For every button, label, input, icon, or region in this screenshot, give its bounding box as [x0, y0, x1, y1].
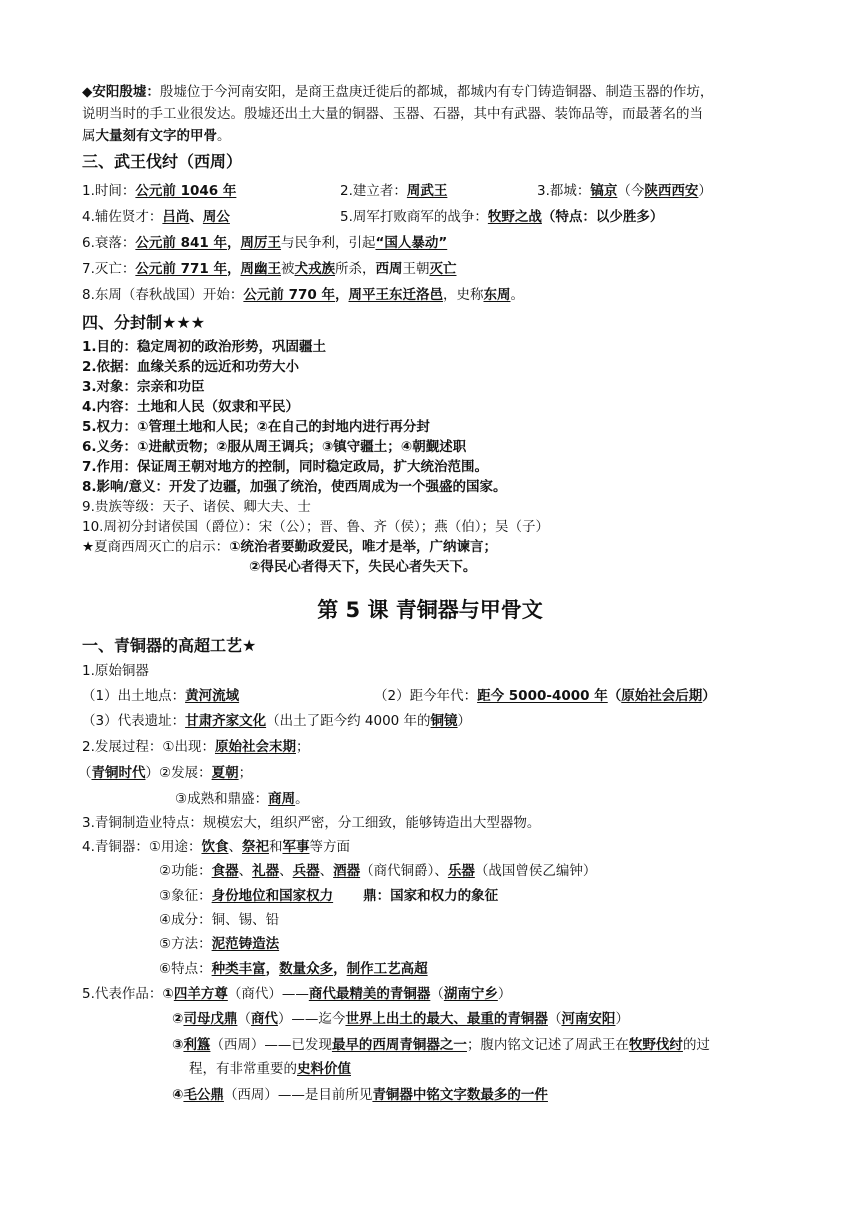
work-text: ）——迄今 — [277, 1011, 346, 1027]
founder-label: 2.建立者： — [340, 183, 407, 199]
development-row-2 — [78, 764, 252, 782]
bronze-method — [159, 935, 279, 953]
primitive-bronze: 1.原始铜器 — [82, 663, 149, 679]
lesson-5-title: 第 5 课 青铜器与甲骨文 — [317, 598, 543, 622]
fall-year: 公元前 771 年 — [135, 261, 227, 277]
peak-label: ③成熟和鼎盛： — [175, 791, 269, 807]
s3-fall — [82, 260, 456, 278]
work-3-cont — [189, 1060, 351, 1078]
work-4 — [172, 1086, 548, 1104]
work-3 — [172, 1036, 710, 1054]
punct: ， — [333, 961, 347, 977]
use-value: 军事 — [282, 839, 310, 855]
east-name: 东周 — [483, 287, 511, 303]
s3-east — [82, 286, 524, 304]
fall-text: 所杀， — [334, 261, 376, 277]
function-value: 兵器 — [292, 863, 320, 879]
trait-value: 数量众多 — [279, 961, 334, 977]
punct: ； — [295, 739, 310, 755]
primitive-row-2 — [82, 712, 471, 730]
decline-text: 与民争利，引起 — [280, 235, 376, 251]
function-value: 食器 — [211, 863, 239, 879]
bronze-composition: ④成分：铜、锡、铅 — [159, 912, 280, 928]
function-note: （战国曾侯乙编钟） — [474, 863, 597, 879]
work-2 — [172, 1010, 629, 1028]
uses-label: 4.青铜器：①用途： — [82, 839, 202, 855]
s3-row-2 — [82, 208, 782, 226]
war-value: 牧野之战 — [487, 209, 542, 225]
punct: ， — [334, 287, 349, 303]
feudal-item-7: 7.作用：保证周王朝对地方的控制，同时稳定政局，扩大统治范围。 — [82, 459, 489, 475]
anyang-line-2: 说明当时的手工业很发达。殷墟还出土大量的铜器、玉器、石器，其中有武器、装饰品等，而最著名的当 — [82, 106, 703, 122]
site-rep-note: （出土了距今约 4000 年的 — [266, 713, 431, 729]
fall-text: 王朝 — [402, 261, 430, 277]
anyang-text: 属 — [82, 128, 96, 144]
punct: 。 — [295, 791, 309, 807]
work-index: ① — [162, 986, 174, 1002]
mirror-value: 铜镜 — [430, 713, 458, 729]
function-value: 礼器 — [252, 863, 280, 879]
punct: 、 — [319, 863, 334, 879]
work-event: 牧野伐纣 — [628, 1037, 683, 1053]
work-index: ② — [172, 1011, 184, 1027]
s3-decline — [82, 234, 447, 252]
east-king: 周平王东迁洛邑 — [348, 287, 443, 303]
paren: ） — [702, 688, 716, 704]
paren: ） — [615, 1011, 629, 1027]
decline-event: “国人暴动” — [375, 235, 448, 251]
method-value: 泥范铸造法 — [211, 936, 280, 952]
anyang-text: 。 — [217, 128, 231, 144]
punct: 。 — [510, 287, 524, 303]
feudal-item-3: 3.对象：宗亲和功臣 — [82, 379, 205, 395]
age-label: （2）距今年代： — [374, 688, 478, 704]
use-text: 等方面 — [309, 839, 350, 855]
work-desc: 青铜器中铭文字数最多的一件 — [372, 1087, 548, 1103]
capital-label: 3.都城： — [537, 183, 591, 199]
oracle-bone-highlight: 大量刻有文字的甲骨 — [95, 128, 217, 144]
feudal-item-5: 5.权力：①管理土地和人民；②在自己的封地内进行再分封 — [82, 419, 430, 435]
method-label: ⑤方法： — [159, 936, 212, 952]
bronze-age: 青铜时代 — [91, 765, 146, 781]
paren: ） — [497, 986, 512, 1002]
capital-paren: ） — [698, 183, 712, 199]
paren: （ — [78, 765, 92, 781]
feudal-item-10: 10.周初分封诸侯国（爵位）：宋（公）；晋、鲁、齐（侯）；燕（伯）；吴（子） — [82, 519, 549, 535]
capital-modern: 陕西西安 — [644, 183, 699, 199]
fall-label: 7.灭亡： — [82, 261, 136, 277]
aide-value: 吕尚 — [162, 209, 190, 225]
work-name: 司母戊鼎 — [183, 1011, 238, 1027]
paren: （ — [547, 1011, 562, 1027]
development-row-3 — [175, 790, 309, 808]
punct: ， — [265, 961, 280, 977]
capital-field — [537, 182, 712, 200]
paren: （ — [607, 688, 622, 704]
age-period: 原始社会后期 — [621, 688, 703, 704]
decline-year: 公元前 841 年 — [135, 235, 227, 251]
xia-value: 夏朝 — [211, 765, 239, 781]
work-text: 程，有非常重要的 — [189, 1061, 297, 1077]
work-index: ③ — [172, 1037, 184, 1053]
feudal-item-1: 1.目的：稳定周初的政治形势，巩固疆土 — [82, 339, 327, 355]
lesson-point-2: ②得民心者得天下，失民心者失天下。 — [249, 559, 477, 575]
functions-label: ②功能： — [159, 863, 212, 879]
punct: 、 — [228, 839, 242, 855]
use-text: 和 — [268, 839, 283, 855]
bronze-section-heading: 一、青铜器的高超工艺★ — [82, 636, 257, 655]
development-label: 2.发展过程：①出现： — [82, 739, 215, 755]
work-value: 史料价值 — [297, 1061, 351, 1077]
anyang-line-3 — [82, 127, 231, 145]
fall-dynasty: 西周 — [375, 261, 403, 277]
work-era: （商代）—— — [227, 986, 309, 1002]
aide-sep: 、 — [189, 209, 203, 225]
use-value: 饮食 — [201, 839, 229, 855]
war-label: 5.周军打败商军的战争： — [340, 209, 488, 225]
time-value: 公元前 1046 年 — [135, 183, 237, 199]
lesson-line-1 — [82, 538, 497, 556]
bronze-functions — [159, 862, 596, 880]
decline-label: 6.衰落： — [82, 235, 136, 251]
lesson-label: ★夏商西周灭亡的启示： — [82, 539, 230, 555]
primitive-row-1 — [82, 687, 782, 705]
work-desc: 商代最精美的青铜器 — [308, 986, 431, 1002]
founder-value: 周武王 — [406, 183, 448, 199]
works-label: 5.代表作品： — [82, 986, 163, 1002]
punct: ， — [226, 261, 241, 277]
founder-field — [340, 182, 447, 200]
feudal-item-9: 9.贵族等级：天子、诸侯、卿大夫、士 — [82, 499, 311, 515]
capital-paren: （今 — [617, 183, 645, 199]
function-note: （商代铜爵）、 — [360, 863, 448, 879]
fall-end: 灭亡 — [429, 261, 457, 277]
site-label: （1）出土地点： — [82, 688, 186, 704]
paren: （ — [237, 1011, 251, 1027]
site-rep-label: （3）代表遗址： — [82, 713, 186, 729]
symbol-label: ③象征： — [159, 888, 212, 904]
east-label: 8.东周（春秋战国）开始： — [82, 287, 244, 303]
site-value: 黄河流域 — [185, 688, 240, 704]
traits-label: ⑥特点： — [159, 961, 212, 977]
work-era: （西周）——已发现 — [210, 1037, 332, 1053]
war-field — [340, 208, 663, 226]
punct: ， — [226, 235, 241, 251]
site-rep-value: 甘肃齐家文化 — [185, 713, 267, 729]
decline-king: 周厉王 — [240, 235, 281, 251]
work-era: 商代 — [250, 1011, 278, 1027]
punct: 、 — [238, 863, 253, 879]
age-value: 距今 5000-4000 年 — [477, 688, 608, 704]
s3-row-1 — [82, 182, 782, 200]
east-year: 公元前 770 年 — [243, 287, 335, 303]
war-note: （特点：以少胜多） — [541, 209, 664, 225]
paren: ） — [457, 713, 472, 729]
work-desc: 世界上出土的最大、最重的青铜器 — [345, 1011, 548, 1027]
symbol-value: 身份地位和国家权力 — [211, 888, 334, 904]
east-text: ，史称 — [442, 287, 484, 303]
work-text: ；腹内铭文记述了周武王在 — [466, 1037, 629, 1053]
punct: 、 — [279, 863, 293, 879]
time-label: 1.时间： — [82, 183, 136, 199]
fall-text: 被 — [280, 261, 295, 277]
trait-value: 种类丰富 — [211, 961, 266, 977]
function-value: 乐器 — [447, 863, 475, 879]
work-name: 毛公鼎 — [183, 1087, 224, 1103]
anyang-text: 殷墟位于今河南安阳，是商王盘庚迁徙后的都城，都城内有专门铸造铜器、制造玉器的作坊， — [159, 84, 714, 100]
bronze-uses — [82, 838, 350, 856]
bronze-symbol — [159, 887, 498, 905]
anyang-label: ◆安阳殷墟： — [82, 84, 160, 100]
development-label: ）②发展： — [145, 765, 212, 781]
peak-value: 商周 — [268, 791, 296, 807]
use-value: 祭祀 — [241, 839, 269, 855]
section-4-heading: 四、分封制★★★ — [82, 313, 206, 332]
fall-king: 周幽王 — [240, 261, 281, 277]
work-place: 河南安阳 — [561, 1011, 616, 1027]
aide-label: 4.辅佐贤才： — [82, 209, 163, 225]
work-text: 的过 — [682, 1037, 710, 1053]
feudal-item-2: 2.依据：血缘关系的远近和功劳大小 — [82, 359, 300, 375]
work-1 — [82, 985, 511, 1003]
capital-value: 镐京 — [590, 183, 618, 199]
fall-tribe: 犬戎族 — [294, 261, 335, 277]
paren: （ — [430, 986, 444, 1002]
work-desc: 最早的西周青铜器之一 — [331, 1037, 467, 1053]
feudal-item-4: 4.内容：土地和人民（奴隶和平民） — [82, 399, 300, 415]
function-value: 酒器 — [333, 863, 361, 879]
work-name: 利簋 — [183, 1037, 211, 1053]
ding-note: 鼎：国家和权力的象征 — [363, 888, 499, 904]
feudal-item-8: 8.影响/意义：开发了边疆，加强了统治，使西周成为一个强盛的国家。 — [82, 479, 507, 495]
work-name: 四羊方尊 — [173, 986, 228, 1002]
development-row-1 — [82, 738, 309, 756]
industry-features: 3.青铜制造业特点：规模宏大，组织严密，分工细致，能够铸造出大型器物。 — [82, 815, 541, 831]
bronze-traits — [159, 960, 428, 978]
trait-value: 制作工艺高超 — [346, 961, 428, 977]
lesson-point-1: ①统治者要勤政爱民，唯才是举，广纳谏言； — [229, 539, 498, 555]
anyang-line-1 — [82, 83, 713, 101]
work-era: （西周）——是目前所见 — [223, 1087, 373, 1103]
punct: ； — [238, 765, 253, 781]
age-field — [374, 687, 716, 705]
development-value: 原始社会末期 — [214, 739, 296, 755]
aide-value: 周公 — [202, 209, 230, 225]
work-index: ④ — [172, 1087, 184, 1103]
section-3-heading: 三、武王伐纣（西周） — [82, 152, 243, 171]
work-place: 湖南宁乡 — [443, 986, 498, 1002]
feudal-item-6: 6.义务：①进献贡物；②服从周王调兵；③镇守疆土；④朝觐述职 — [82, 439, 467, 455]
